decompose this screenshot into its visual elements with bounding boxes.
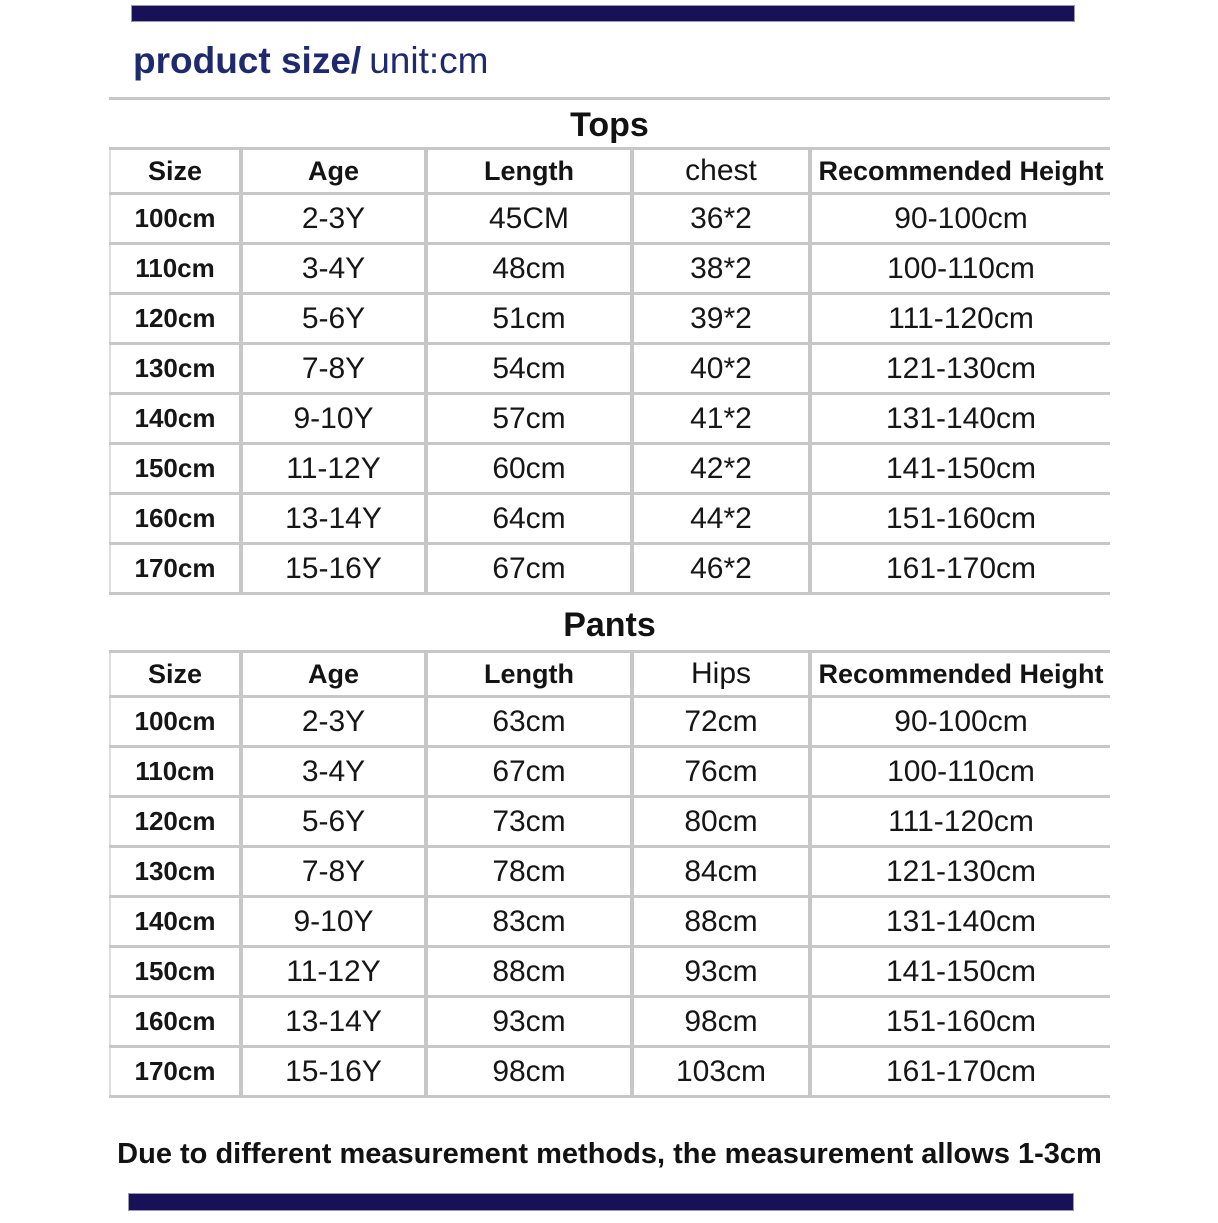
value-cell: 151-160cm — [810, 997, 1110, 1047]
value-cell: 5-6Y — [241, 294, 426, 344]
value-cell: 15-16Y — [241, 1047, 426, 1097]
value-cell: 67cm — [426, 747, 632, 797]
value-cell: 88cm — [426, 947, 632, 997]
value-cell: 76cm — [632, 747, 810, 797]
value-cell: 9-10Y — [241, 394, 426, 444]
value-cell: 90-100cm — [810, 194, 1110, 244]
value-cell: 13-14Y — [241, 494, 426, 544]
value-cell: 57cm — [426, 394, 632, 444]
size-cell: 160cm — [110, 997, 241, 1047]
value-cell: 111-120cm — [810, 797, 1110, 847]
size-table-pants — [109, 650, 1110, 1098]
header-cell-hips: Hips — [632, 652, 810, 697]
value-cell: 88cm — [632, 897, 810, 947]
size-cell: 150cm — [110, 947, 241, 997]
value-cell: 45CM — [426, 194, 632, 244]
size-cell: 170cm — [110, 1047, 241, 1097]
value-cell: 46*2 — [632, 544, 810, 594]
value-cell: 54cm — [426, 344, 632, 394]
header-cell-recommended-height: Recommended Height — [810, 149, 1110, 194]
table-row — [110, 697, 1110, 747]
header-cell-size: Size — [110, 149, 241, 194]
size-cell: 140cm — [110, 897, 241, 947]
table-row — [110, 797, 1110, 847]
value-cell: 100-110cm — [810, 747, 1110, 797]
table-row — [110, 194, 1110, 244]
value-cell: 90-100cm — [810, 697, 1110, 747]
page-title — [133, 38, 1218, 84]
header-cell-age: Age — [241, 149, 426, 194]
value-cell: 36*2 — [632, 194, 810, 244]
table-row — [110, 294, 1110, 344]
value-cell: 121-130cm — [810, 344, 1110, 394]
header-cell-chest: chest — [632, 149, 810, 194]
value-cell: 98cm — [426, 1047, 632, 1097]
value-cell: 5-6Y — [241, 797, 426, 847]
value-cell: 78cm — [426, 847, 632, 897]
size-cell: 130cm — [110, 847, 241, 897]
value-cell: 67cm — [426, 544, 632, 594]
table-row — [110, 244, 1110, 294]
table-row — [110, 997, 1110, 1047]
header-cell-length: Length — [426, 652, 632, 697]
page-title-unit: unit:cm — [369, 40, 489, 81]
size-cell: 100cm — [110, 194, 241, 244]
value-cell: 39*2 — [632, 294, 810, 344]
value-cell: 111-120cm — [810, 294, 1110, 344]
header-cell-age: Age — [241, 652, 426, 697]
value-cell: 48cm — [426, 244, 632, 294]
value-cell: 40*2 — [632, 344, 810, 394]
value-cell: 83cm — [426, 897, 632, 947]
bottom-bar-decoration — [128, 1193, 1074, 1211]
table-row — [110, 544, 1110, 594]
value-cell: 11-12Y — [241, 947, 426, 997]
table-row — [110, 1047, 1110, 1097]
value-cell: 131-140cm — [810, 897, 1110, 947]
size-cell: 120cm — [110, 797, 241, 847]
table-row — [110, 897, 1110, 947]
value-cell: 98cm — [632, 997, 810, 1047]
size-cell: 140cm — [110, 394, 241, 444]
value-cell: 161-170cm — [810, 1047, 1110, 1097]
size-cell: 130cm — [110, 344, 241, 394]
value-cell: 64cm — [426, 494, 632, 544]
value-cell: 7-8Y — [241, 344, 426, 394]
value-cell: 80cm — [632, 797, 810, 847]
value-cell: 151-160cm — [810, 494, 1110, 544]
value-cell: 51cm — [426, 294, 632, 344]
table-row — [110, 444, 1110, 494]
value-cell: 38*2 — [632, 244, 810, 294]
header-cell-length: Length — [426, 149, 632, 194]
measurement-note: Due to different measurement methods, the measurement allows 1-3cm — [117, 1138, 1102, 1170]
value-cell: 63cm — [426, 697, 632, 747]
value-cell: 73cm — [426, 797, 632, 847]
value-cell: 141-150cm — [810, 947, 1110, 997]
value-cell: 2-3Y — [241, 194, 426, 244]
value-cell: 44*2 — [632, 494, 810, 544]
size-table-tops — [109, 147, 1110, 595]
size-cell: 150cm — [110, 444, 241, 494]
value-cell: 161-170cm — [810, 544, 1110, 594]
value-cell: 9-10Y — [241, 897, 426, 947]
table-row — [110, 494, 1110, 544]
value-cell: 3-4Y — [241, 747, 426, 797]
header-cell-size: Size — [110, 652, 241, 697]
header-row — [110, 149, 1110, 194]
value-cell: 13-14Y — [241, 997, 426, 1047]
value-cell: 84cm — [632, 847, 810, 897]
value-cell: 141-150cm — [810, 444, 1110, 494]
value-cell: 103cm — [632, 1047, 810, 1097]
page-title-main: product size/ — [133, 40, 362, 81]
value-cell: 7-8Y — [241, 847, 426, 897]
top-bar-decoration — [131, 5, 1075, 22]
size-cell: 110cm — [110, 747, 241, 797]
value-cell: 121-130cm — [810, 847, 1110, 897]
value-cell: 93cm — [632, 947, 810, 997]
size-cell: 120cm — [110, 294, 241, 344]
table-row — [110, 847, 1110, 897]
header-cell-recommended-height: Recommended Height — [810, 652, 1110, 697]
value-cell: 15-16Y — [241, 544, 426, 594]
value-cell: 131-140cm — [810, 394, 1110, 444]
value-cell: 93cm — [426, 997, 632, 1047]
table-row — [110, 394, 1110, 444]
size-cell: 100cm — [110, 697, 241, 747]
value-cell: 11-12Y — [241, 444, 426, 494]
value-cell: 2-3Y — [241, 697, 426, 747]
value-cell: 42*2 — [632, 444, 810, 494]
header-row — [110, 652, 1110, 697]
section-title-pants: Pants — [563, 606, 656, 644]
value-cell: 3-4Y — [241, 244, 426, 294]
size-chart — [109, 97, 1110, 1098]
section-title-tops: Tops — [109, 97, 1110, 147]
value-cell: 41*2 — [632, 394, 810, 444]
value-cell: 72cm — [632, 697, 810, 747]
table-row — [110, 747, 1110, 797]
table-row — [110, 947, 1110, 997]
table-row — [110, 344, 1110, 394]
size-cell: 160cm — [110, 494, 241, 544]
value-cell: 100-110cm — [810, 244, 1110, 294]
value-cell: 60cm — [426, 444, 632, 494]
size-cell: 170cm — [110, 544, 241, 594]
size-cell: 110cm — [110, 244, 241, 294]
